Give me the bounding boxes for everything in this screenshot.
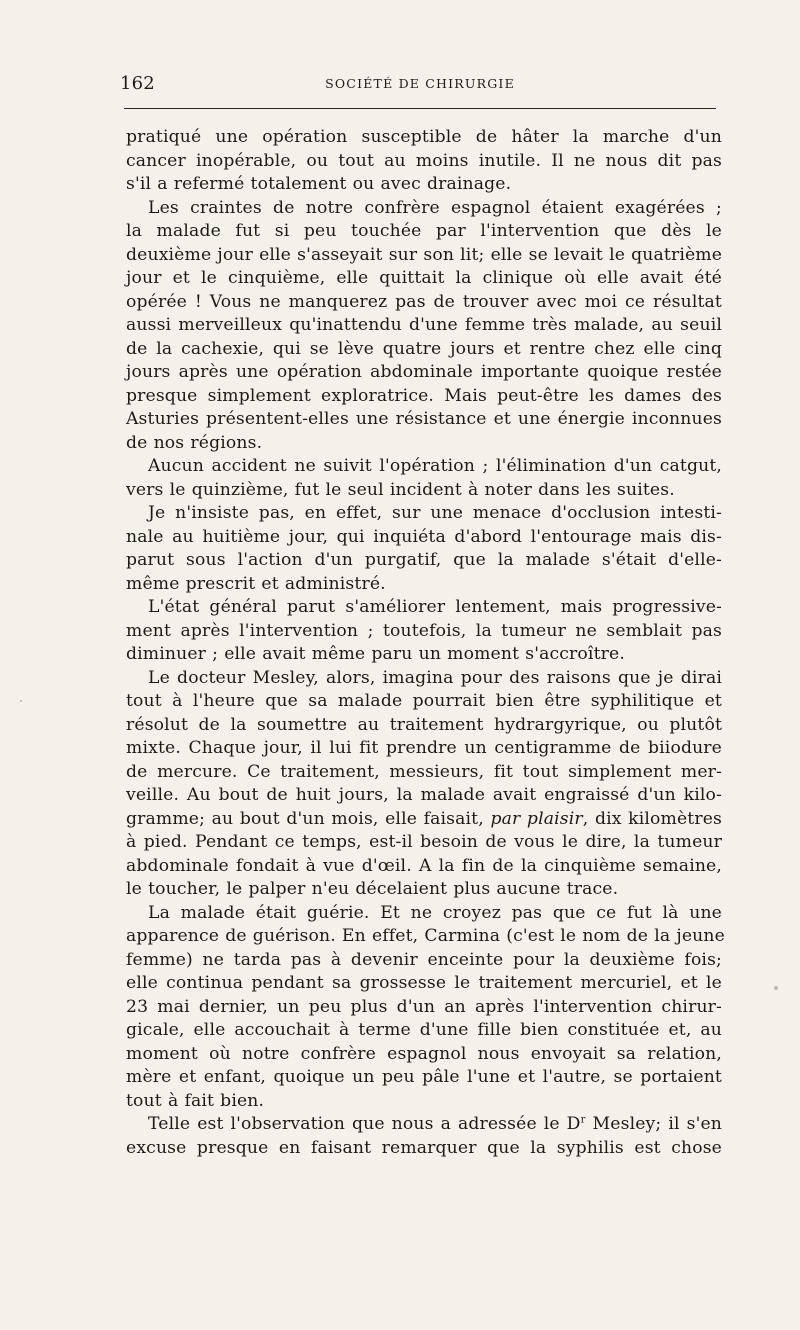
text-line: de mercure. Ce traitement, messieurs, fit tout simplement mer- [126, 761, 722, 782]
text-line: Les craintes de notre confrère espagnol étaient exagérées ; [148, 197, 722, 218]
body-text [126, 126, 725, 1160]
header-rule [124, 108, 716, 109]
text-line: femme) ne tarda pas à devenir enceinte pour la deuxième fois; [126, 949, 722, 970]
text-line: mère et enfant, quoique un peu pâle l'une et l'autre, se portaient [126, 1067, 722, 1087]
text-line: Asturies présentent-elles une résistance et une énergie inconnues [126, 409, 722, 429]
text-line: La malade était guérie. Et ne croyez pas que ce fut là une [148, 902, 722, 923]
text-line: s'il a refermé totalement ou avec drainage. [126, 174, 512, 194]
text-line: tout à l'heure que sa malade pourrait bien être syphilitique et [126, 691, 722, 711]
text-segment: dix kilomètres [594, 808, 722, 829]
text-line: gicale, elle accouchait à terme d'une fille bien constituée et, au [126, 1020, 722, 1040]
text-line: mixte. Chaque jour, il lui fit prendre un centigramme de biiodure [126, 738, 722, 758]
text-line: à pied. Pendant ce temps, est-il besoin de vous le dire, la tumeur [126, 832, 722, 852]
text-line: jour et le cinquième, elle quittait la clinique où elle avait été [126, 268, 722, 288]
text-line: pratiqué une opération susceptible de hâter la marche d'un [126, 127, 722, 147]
text-line: jours après une opération abdominale importante quoique restée [126, 362, 722, 382]
text-line: ment après l'intervention ; toutefois, la tumeur ne semblait pas [126, 620, 722, 641]
text-line: deuxième jour elle s'asseyait sur son lit; elle se levait le quatrième [126, 244, 723, 265]
superscript: r [580, 1114, 586, 1126]
paper-speck [774, 986, 778, 990]
text-line: la malade fut si peu touchée par l'intervention que dès le [126, 221, 722, 241]
text-line: moment où notre confrère espagnol nous envoyait sa relation, [126, 1043, 722, 1064]
page-number: 162 [120, 73, 155, 94]
text-line: presque simplement exploratrice. Mais peut-être les dames des [126, 385, 722, 406]
text-line: apparence de guérison. En effet, Carmina (c'est le nom de la jeune [126, 926, 725, 946]
text-line: L'état général parut s'améliorer lentement, mais progressive- [148, 597, 722, 617]
text-line: Aucun accident ne suivit l'opération ; l'élimination d'un catgut, [148, 456, 722, 476]
text-segment: , [582, 808, 595, 829]
text-line: de la cachexie, qui se lève quatre jours et rentre chez elle cinq [126, 338, 722, 359]
running-head: SOCIÉTÉ DE CHIRURGIE [325, 76, 515, 91]
text-line: veille. Au bout de huit jours, la malade avait engraissé d'un kilo- [126, 785, 722, 805]
page-header [120, 72, 720, 96]
text-line-mixed [126, 808, 722, 832]
text-segment: Telle est l'observation que nous a adressée le D [148, 1114, 581, 1134]
italic-phrase: par plaisir [490, 808, 583, 829]
paper-speck [20, 700, 22, 702]
text-line: 23 mai dernier, un peu plus d'un an après l'intervention chirur- [126, 996, 722, 1017]
text-line: abdominale fondait à vue d'œil. A la fin de la cinquième semaine, [126, 855, 722, 876]
text-line: résolut de la soumettre au traitement hydrargyrique, ou plutôt [126, 714, 722, 735]
text-line: opérée ! Vous ne manquerez pas de trouver avec moi ce résultat [126, 291, 722, 312]
text-line: parut sous l'action d'un purgatif, que la malade s'était d'elle- [126, 550, 722, 570]
text-line: vers le quinzième, fut le seul incident à noter dans les suites. [126, 479, 675, 500]
text-line: Je n'insiste pas, en effet, sur une menace d'occlusion intesti- [148, 503, 722, 523]
text-line: elle continua pendant sa grossesse le traitement mercuriel, et le [126, 973, 722, 993]
text-line: aussi merveilleux qu'inattendu d'une femme très malade, au seuil [126, 315, 722, 335]
text-line: excuse presque en faisant remarquer que la syphilis est chose [126, 1137, 722, 1158]
text-line: Le docteur Mesley, alors, imagina pour des raisons que je dirai [148, 667, 722, 688]
text-line: même prescrit et administré. [126, 573, 386, 594]
text-line: cancer inopérable, ou tout au moins inutile. Il ne nous dit pas [126, 150, 722, 171]
text-segment: gramme; au bout d'un mois, elle faisait, [126, 808, 491, 829]
text-line: de nos régions. [126, 432, 263, 453]
text-line: diminuer ; elle avait même paru un moment s'accroître. [126, 644, 625, 664]
text-line: le toucher, le palper n'eu décelaient plus aucune trace. [126, 879, 619, 899]
text-line: nale au huitième jour, qui inquiéta d'abord l'entourage mais dis- [126, 526, 722, 547]
text-segment: Mesley; il s'en [592, 1114, 722, 1134]
text-line-mixed [126, 1113, 722, 1137]
text-line: tout à fait bien. [126, 1090, 265, 1111]
